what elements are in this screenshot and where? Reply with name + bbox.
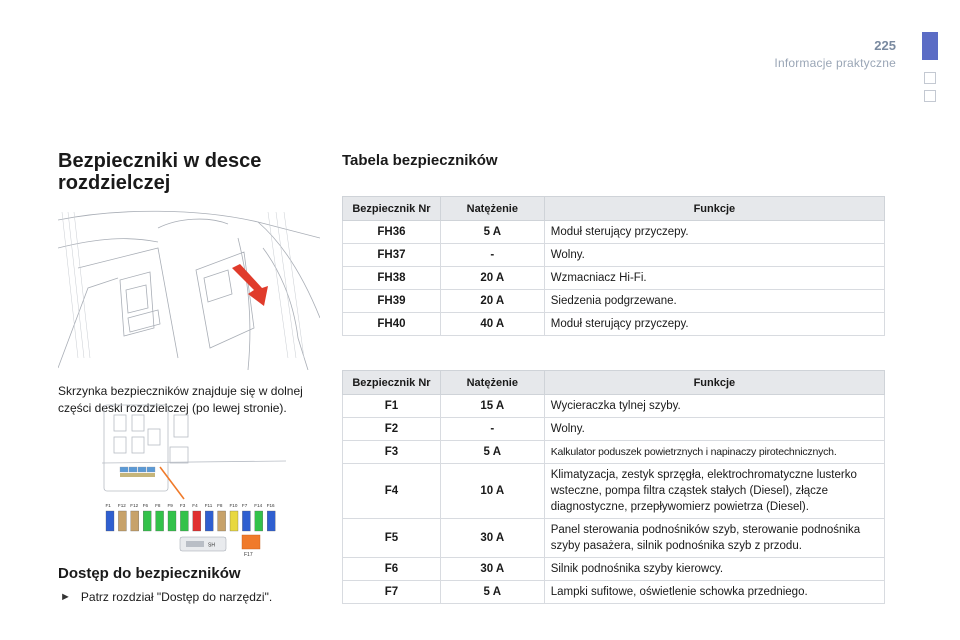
amperage-cell: 30 A — [440, 558, 544, 581]
table-row — [343, 558, 885, 581]
chapter-tab-box — [924, 90, 936, 102]
fuse-label: F8 — [155, 503, 161, 508]
relay-shunt — [186, 541, 204, 547]
fuse-slot — [106, 511, 114, 531]
table-row — [343, 519, 885, 558]
chapter-tab-marker — [922, 32, 938, 60]
function-cell: Kalkulator poduszek powietrznych i napinaczy pirotechnicznych. — [544, 441, 884, 464]
fuse-slot — [131, 511, 139, 531]
fuse-number-cell: F2 — [343, 418, 441, 441]
function-cell: Siedzenia podgrzewane. — [544, 290, 884, 313]
fuse-slot — [255, 511, 263, 531]
left-column — [58, 150, 320, 417]
function-cell: Lampki sufitowe, oświetlenie schowka przedniego. — [544, 581, 884, 604]
table-title: Tabela bezpieczników — [342, 152, 498, 169]
fuse-slot — [267, 511, 275, 531]
function-cell: Wolny. — [544, 244, 884, 267]
chapter-tab-box — [924, 72, 936, 84]
fuse-label: F1 — [105, 503, 111, 508]
location-caption: Skrzynka bezpieczników znajduje się w dolnej części deski rozdzielczej (po lewej stronie). — [58, 384, 303, 415]
fuse-number-cell: F3 — [343, 441, 441, 464]
fuse-slot — [180, 511, 188, 531]
fuse-number-cell: FH37 — [343, 244, 441, 267]
fuse-table-fh — [342, 196, 885, 336]
fuse-number-cell: F5 — [343, 519, 441, 558]
function-cell: Moduł sterujący przyczepy. — [544, 221, 884, 244]
function-cell: Silnik podnośnika szyby kierowcy. — [544, 558, 884, 581]
amperage-cell: 15 A — [440, 395, 544, 418]
fuse-label: F11 — [204, 503, 213, 508]
section-label: Informacje praktyczne — [774, 56, 896, 70]
function-cell: Wycieraczka tylnej szyby. — [544, 395, 884, 418]
amperage-cell: 30 A — [440, 519, 544, 558]
page-title-line: Bezpieczniki w desce — [58, 150, 262, 172]
column-header-fuse-number: Bezpiecznik Nr — [343, 197, 441, 221]
fuse-label: F16 — [266, 503, 275, 508]
fuse-number-cell: FH40 — [343, 313, 441, 336]
fuse-f17-label: F17 — [244, 552, 253, 558]
amperage-cell: 5 A — [440, 581, 544, 604]
table-header-row — [343, 371, 885, 395]
table-header-row — [343, 197, 885, 221]
table-row — [343, 464, 885, 519]
fuse-label: F3 — [179, 503, 186, 508]
fuse-number-cell: FH39 — [343, 290, 441, 313]
arrow-bullet-icon: ► — [60, 591, 71, 603]
column-header-functions: Funkcje — [544, 371, 884, 395]
fuse-label: F8 — [217, 503, 223, 508]
column-header-fuse-number: Bezpiecznik Nr — [343, 371, 441, 395]
fuse-label: F12 — [130, 503, 139, 508]
column-header-amperage: Natężenie — [440, 197, 544, 221]
column-header-functions: Funkcje — [544, 197, 884, 221]
fuse-number-cell: F4 — [343, 464, 441, 519]
fuse-f17 — [242, 535, 260, 549]
fuse-slot — [242, 511, 250, 531]
table-row — [343, 290, 885, 313]
fuse-number-cell: FH38 — [343, 267, 441, 290]
fusebox-diagram — [100, 403, 286, 559]
dashboard-illustration — [58, 208, 320, 370]
fuse-slot — [218, 511, 226, 531]
page-number: 225 — [874, 38, 896, 53]
amperage-cell: - — [440, 418, 544, 441]
function-cell: Moduł sterujący przyczepy. — [544, 313, 884, 336]
function-cell: Wolny. — [544, 418, 884, 441]
fuse-label: F7 — [241, 503, 248, 508]
table-row — [343, 441, 885, 464]
amperage-cell: 20 A — [440, 267, 544, 290]
amperage-cell: 20 A — [440, 290, 544, 313]
amperage-cell: 5 A — [440, 221, 544, 244]
access-instruction — [60, 590, 272, 604]
table-row — [343, 244, 885, 267]
amperage-cell: 10 A — [440, 464, 544, 519]
fuse-slot — [143, 511, 151, 531]
fuse-number-cell: F6 — [343, 558, 441, 581]
table-row — [343, 267, 885, 290]
fuse-label: F14 — [254, 503, 263, 508]
fuse-slot — [168, 511, 176, 531]
table-row — [343, 395, 885, 418]
page-title-line: rozdzielczej — [58, 172, 171, 194]
relay-label: SH — [208, 542, 215, 549]
table-row — [343, 313, 885, 336]
amperage-cell: 5 A — [440, 441, 544, 464]
fuse-label: F6 — [142, 503, 149, 508]
function-cell: Klimatyzacja, zestyk sprzęgła, elektrochromatyczne lusterko wsteczne, pompa filtra cząstek stałych (Diesel), złącze diagnostyczne, przepływomierz powietrza (Diesel). — [544, 464, 884, 519]
amperage-cell: 40 A — [440, 313, 544, 336]
access-text: Patrz rozdział "Dostęp do narzędzi". — [80, 590, 273, 604]
amperage-cell: - — [440, 244, 544, 267]
fuse-number-cell: F7 — [343, 581, 441, 604]
function-cell: Panel sterowania podnośników szyb, sterowanie podnośnika szyby pasażera, silnik podnośnika szyb z przodu. — [544, 519, 884, 558]
table-row — [343, 221, 885, 244]
column-header-amperage: Natężenie — [440, 371, 544, 395]
fuse-slot — [193, 511, 201, 531]
fuse-label: F10 — [229, 503, 238, 508]
page-title — [58, 150, 320, 194]
fuse-label: F12 — [117, 503, 126, 508]
table-row — [343, 418, 885, 441]
fuse-slot — [230, 511, 238, 531]
function-cell: Wzmacniacz Hi-Fi. — [544, 267, 884, 290]
access-title: Dostęp do bezpieczników — [58, 565, 241, 582]
fuse-slot — [118, 511, 126, 531]
fuse-label: F9 — [167, 503, 173, 508]
fuse-slot — [205, 511, 213, 531]
fuse-table-f — [342, 370, 885, 604]
fuse-slot — [156, 511, 164, 531]
table-row — [343, 581, 885, 604]
fuse-label: F4 — [192, 503, 198, 508]
fuse-number-cell: F1 — [343, 395, 441, 418]
fuse-number-cell: FH36 — [343, 221, 441, 244]
